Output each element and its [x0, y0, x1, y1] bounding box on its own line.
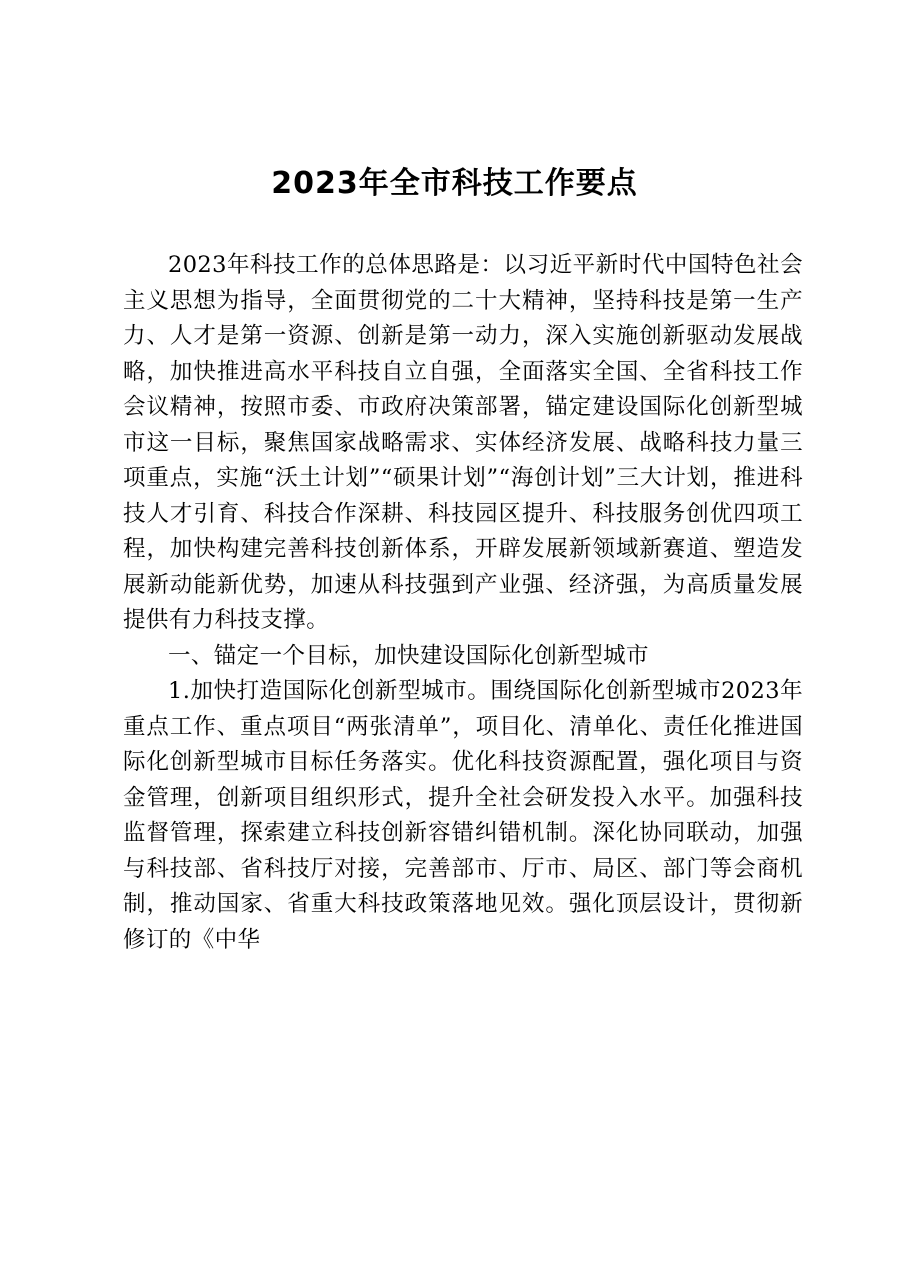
section-heading: 一、锚定一个目标，加快建设国际化创新型城市 [168, 642, 649, 669]
document-body [123, 248, 803, 958]
intro-paragraph: 2023年科技工作的总体思路是：以习近平新时代中国特色社会主义思想为指导，全面贯彻党的二十大精神，坚持科技是第一生产力、人才是第一资源、创新是第一动力，深入实施创新驱动发展战略，加快推进高水平科技自立自强，全面落实全国、全省科技工作会议精神，按照市委、市政府决策部署，锚定建设国际化创新型城市这一目标，聚焦国家战略需求、实体经济发展、战略科技力量三项重点，实施“沃土计划”“硕果计划”“海创计划”三大计划，推进科技人才引育、科技合作深耕、科技园区提升、科技服务创优四项工程，加快构建完善科技创新体系，开辟发展新领域新赛道、塑造发展新动能新优势，加速从科技强到产业强、经济强，为高质量发展提供有力科技支撑。 [123, 252, 803, 633]
item-paragraph: 1.加快打造国际化创新型城市。围绕国际化创新型城市2023年重点工作、重点项目“两张清单”，项目化、清单化、责任化推进国际化创新型城市目标任务落实。优化科技资源配置，强化项目与资金管理，创新项目组织形式，提升全社会研发投入水平。加强科技监督管理，探索建立科技创新容错纠错机制。深化协同联动，加强与科技部、省科技厅对接，完善部市、厅市、局区、部门等会商机制，推动国家、省重大科技政策落地见效。强化顶层设计，贯彻新修订的《中华 [123, 678, 803, 953]
document-title: 2023年全市科技工作要点 [271, 166, 638, 201]
